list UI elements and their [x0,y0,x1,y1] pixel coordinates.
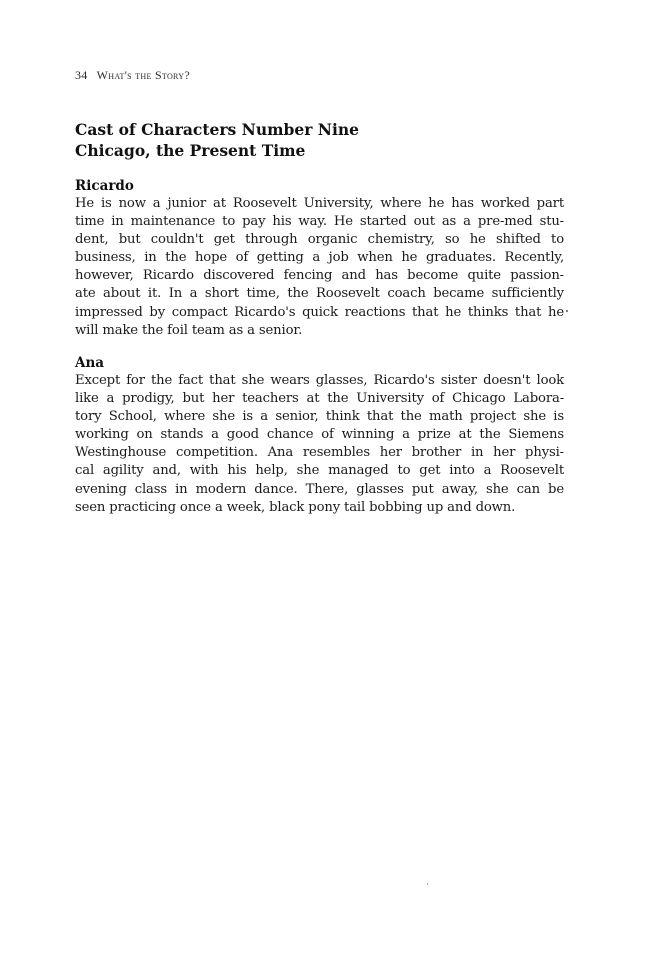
text-line: time in maintenance to pay his way. He started out as a pre-med stu- [75,214,564,230]
page-number: 34 [75,68,88,82]
text-line: working on stands a good chance of winning a prize at the Siemens [75,427,564,443]
text-line: evening class in modern dance. There, glasses put away, she can be [75,481,564,497]
character-description [75,195,564,340]
text-line: will make the foil team as a senior. [75,322,303,338]
character-name: Ana [75,355,105,371]
book-title: What's the Story? [96,68,190,82]
text-line: dent, but couldn't get through organic chemistry, so he shifted to [75,232,564,248]
text-line: cal agility and, with his help, she managed to get into a Roosevelt [75,463,564,479]
text-line: like a prodigy, but her teachers at the University of Chicago Labora- [75,391,564,407]
scan-speck [427,883,428,885]
character-description [75,372,564,517]
character-ana [75,354,564,517]
text-line: however, Ricardo discovered fencing and has become quite passion- [75,268,564,284]
section-headings [75,119,575,161]
text-line: ate about it. In a short time, the Roosevelt coach became sufficiently [75,286,564,302]
text-line: seen practicing once a week, black pony tail bobbing up and down. [75,499,516,515]
character-name: Ricardo [75,178,134,194]
setting-title: Chicago, the Present Time [75,141,306,160]
text-line: tory School, where she is a senior, think that the math project she is [75,409,564,425]
text-line: business, in the hope of getting a job when he graduates. Recently, [75,250,564,266]
text-line: Except for the fact that she wears glasses, Ricardo's sister doesn't look [75,373,564,388]
cast-title: Cast of Characters Number Nine [75,120,359,139]
running-head [75,68,190,83]
text-line: impressed by compact Ricardo's quick reactions that he thinks that he [75,304,564,320]
text-line: Westinghouse competition. Ana resembles her brother in her physi- [75,445,564,461]
text-line: He is now a junior at Roosevelt University, where he has worked part [75,196,564,211]
character-ricardo [75,177,564,340]
scan-speck [566,310,568,312]
